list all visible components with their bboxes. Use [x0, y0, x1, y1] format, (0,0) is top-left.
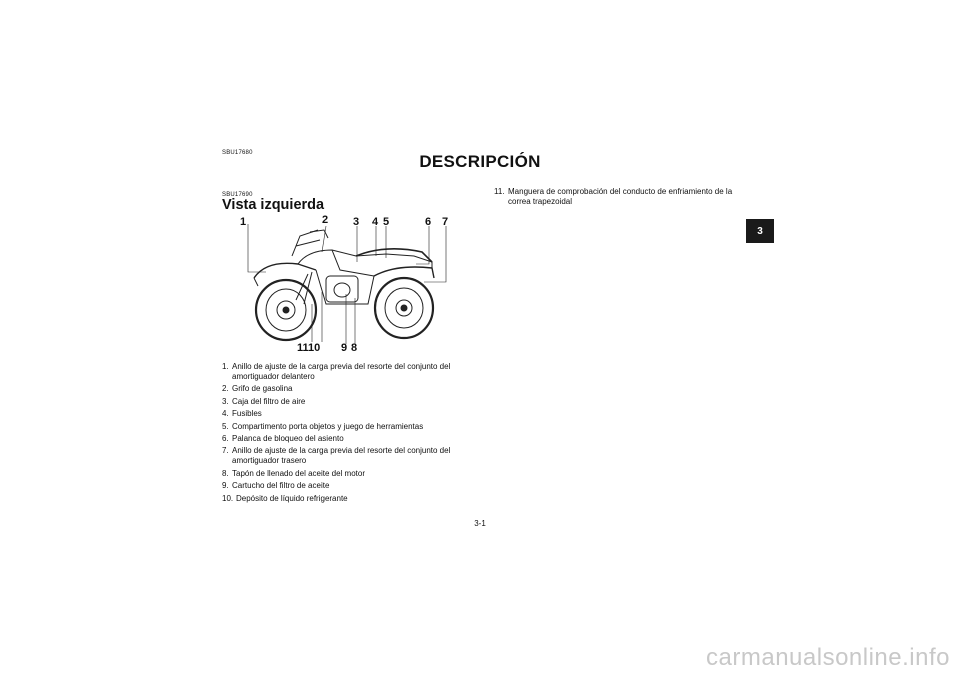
list-item: 2. Grifo de gasolina [222, 384, 293, 394]
page-title: DESCRIPCIÓN [419, 152, 541, 171]
reference-code: SBU17680 [222, 150, 253, 156]
list-item: 6. Palanca de bloqueo del asiento [222, 433, 344, 443]
atv-left-view-figure [236, 212, 460, 360]
callout-8: 8 [351, 342, 358, 354]
list-item: 9. Cartucho del filtro de aceite [222, 481, 330, 491]
callout-2: 2 [322, 214, 329, 226]
list-item: 7. Anillo de ajuste de la carga previa del resorte del conjunto del amortiguador trasero [222, 446, 451, 466]
section-reference-code: SBU17690 [222, 192, 253, 198]
list-item: 11. Manguera de comprobación del conducto de enfriamiento de la correa trapezoidal [494, 187, 733, 206]
callout-11-10: 1110 [297, 342, 321, 354]
page-number: 3-1 [474, 519, 486, 528]
list-item: 5. Compartimento porta objetos y juego de herramientas [222, 421, 424, 431]
parts-list-right [494, 187, 754, 209]
callout-3: 3 [353, 216, 360, 228]
callout-7: 7 [442, 216, 449, 228]
callout-4: 4 [372, 216, 379, 228]
callout-1: 1 [240, 216, 247, 228]
atv-illustration [236, 212, 460, 360]
callout-6: 6 [425, 216, 432, 228]
parts-list-left [222, 362, 472, 506]
list-item: 4. Fusibles [222, 409, 262, 419]
list-item: 3. Caja del filtro de aire [222, 396, 306, 406]
list-item: 8. Tapón de llenado del aceite del motor [222, 468, 365, 478]
section-title: Vista izquierda [222, 197, 325, 213]
list-item: 10. Depósito de líquido refrigerante [222, 493, 348, 503]
list-item: 1. Anillo de ajuste de la carga previa del resorte del conjunto del amortiguador delantero [222, 362, 451, 381]
chapter-tab: 3 [746, 219, 774, 243]
callout-5: 5 [383, 216, 390, 228]
callout-9: 9 [341, 342, 348, 354]
watermark: carmanualsonline.info [706, 644, 950, 671]
